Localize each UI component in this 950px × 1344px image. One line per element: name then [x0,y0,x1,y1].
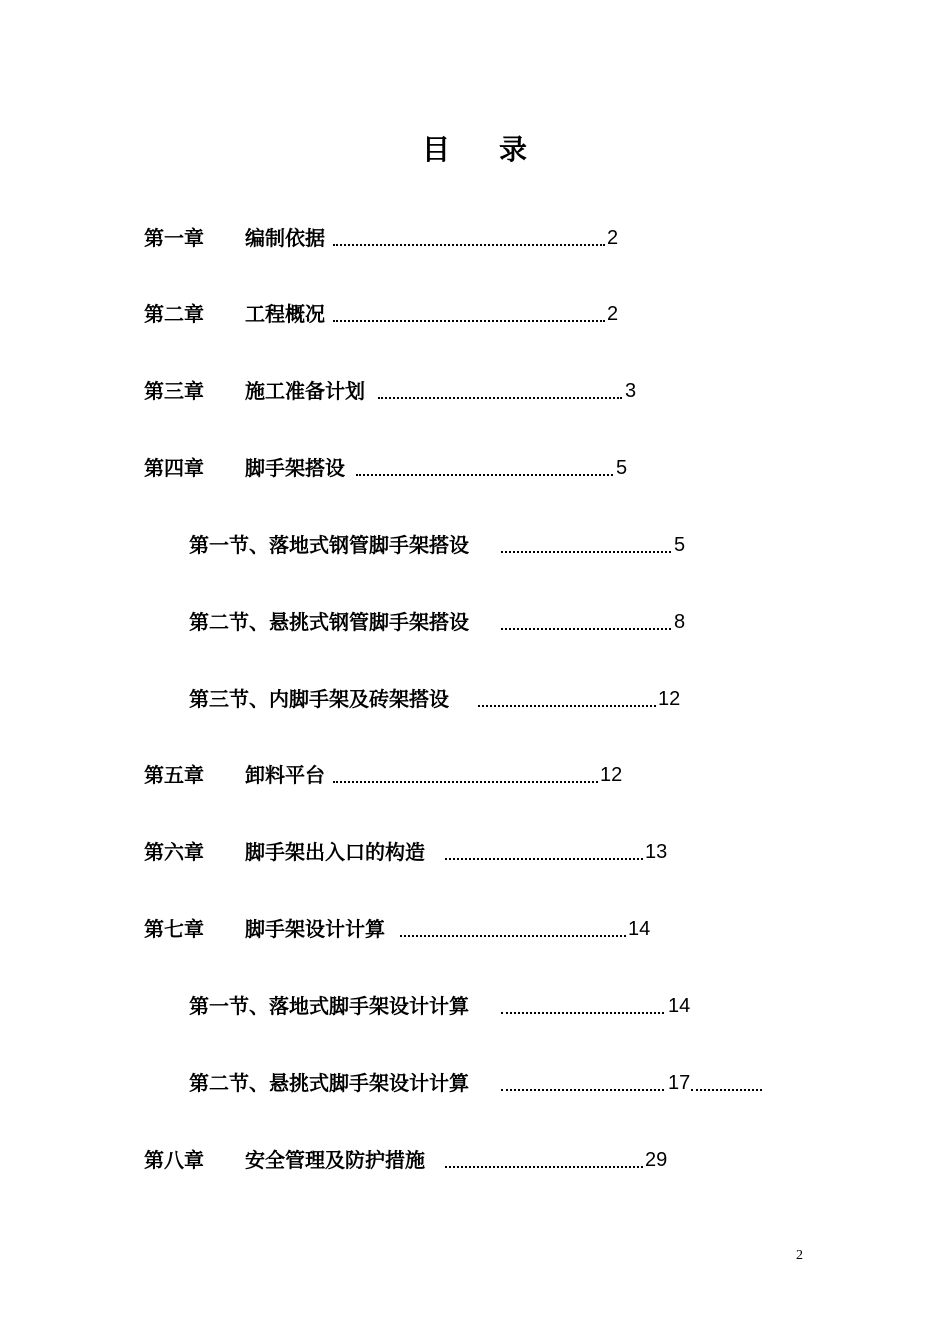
toc-entry-label: 施工准备计划 [245,379,365,403]
toc-entry-label: 工程概况 [245,302,325,326]
toc-page-number: 12 [600,764,623,786]
toc-entry[interactable] [0,1067,950,1099]
toc-entry[interactable] [0,375,950,407]
toc-entry-label: 脚手架搭设 [245,456,345,480]
toc-chapter-number: 第六章 [144,840,204,864]
toc-chapter-number: 第三章 [144,379,204,403]
toc-section-label: 第二节、悬挑式脚手架设计计算 [189,1071,469,1095]
toc-title [0,128,950,172]
toc-leader-dots [378,375,622,399]
toc-entry[interactable] [0,759,950,791]
toc-title-part1: 目 [421,133,451,166]
toc-leader-dots [445,1144,643,1168]
toc-entry[interactable] [0,606,950,638]
toc-leader-dots [501,1067,664,1091]
toc-section-label: 第二节、悬挑式钢管脚手架搭设 [189,610,469,634]
toc-page-number: 5 [616,457,628,479]
toc-section-label: 第一节、落地式钢管脚手架搭设 [189,533,469,557]
toc-page-number: 8 [674,611,686,633]
toc-entry[interactable] [0,529,950,561]
toc-page-number: 5 [674,534,686,556]
toc-entry[interactable] [0,913,950,945]
toc-page-number: 29 [645,1149,668,1171]
toc-chapter-number: 第七章 [144,917,204,941]
toc-page-number: 14 [628,918,651,940]
toc-leader-dots [356,452,613,476]
toc-chapter-number: 第一章 [144,226,204,250]
toc-page-number: 17 [668,1072,691,1094]
toc-entry-label: 卸料平台 [245,763,325,787]
toc-entry[interactable] [0,836,950,868]
toc-leader-dots [333,759,598,783]
toc-page-number: 12 [658,688,681,710]
footer-page-number: 2 [796,1248,803,1263]
toc-leader-dots [400,913,626,937]
toc-leader-dots [333,222,605,246]
toc-entry[interactable] [0,1144,950,1176]
toc-leader-dots [501,990,664,1014]
toc-trailing-dots [691,1067,762,1091]
toc-leader-dots [333,298,605,322]
toc-chapter-number: 第二章 [144,302,204,326]
toc-leader-dots [445,836,643,860]
toc-entry[interactable] [0,298,950,330]
toc-title-part2: 录 [499,133,529,166]
toc-page-number: 2 [607,303,619,325]
toc-entry-label: 脚手架出入口的构造 [245,840,425,864]
toc-leader-dots [501,529,671,553]
toc-entry-label: 脚手架设计计算 [245,917,385,941]
toc-entry[interactable] [0,222,950,254]
toc-page-number: 2 [607,227,619,249]
toc-entry[interactable] [0,990,950,1022]
toc-entry[interactable] [0,452,950,484]
toc-section-label: 第一节、落地式脚手架设计计算 [189,994,469,1018]
toc-leader-dots [478,683,656,707]
toc-entry-label: 安全管理及防护措施 [245,1148,425,1172]
toc-page-number: 3 [625,380,637,402]
toc-page-number: 13 [645,841,668,863]
toc-chapter-number: 第五章 [144,763,204,787]
toc-page-number: 14 [668,995,691,1017]
toc-chapter-number: 第八章 [144,1148,204,1172]
toc-chapter-number: 第四章 [144,456,204,480]
toc-entry-label: 编制依据 [245,226,325,250]
toc-leader-dots [501,606,671,630]
toc-section-label: 第三节、内脚手架及砖架搭设 [189,687,449,711]
toc-entry[interactable] [0,683,950,715]
